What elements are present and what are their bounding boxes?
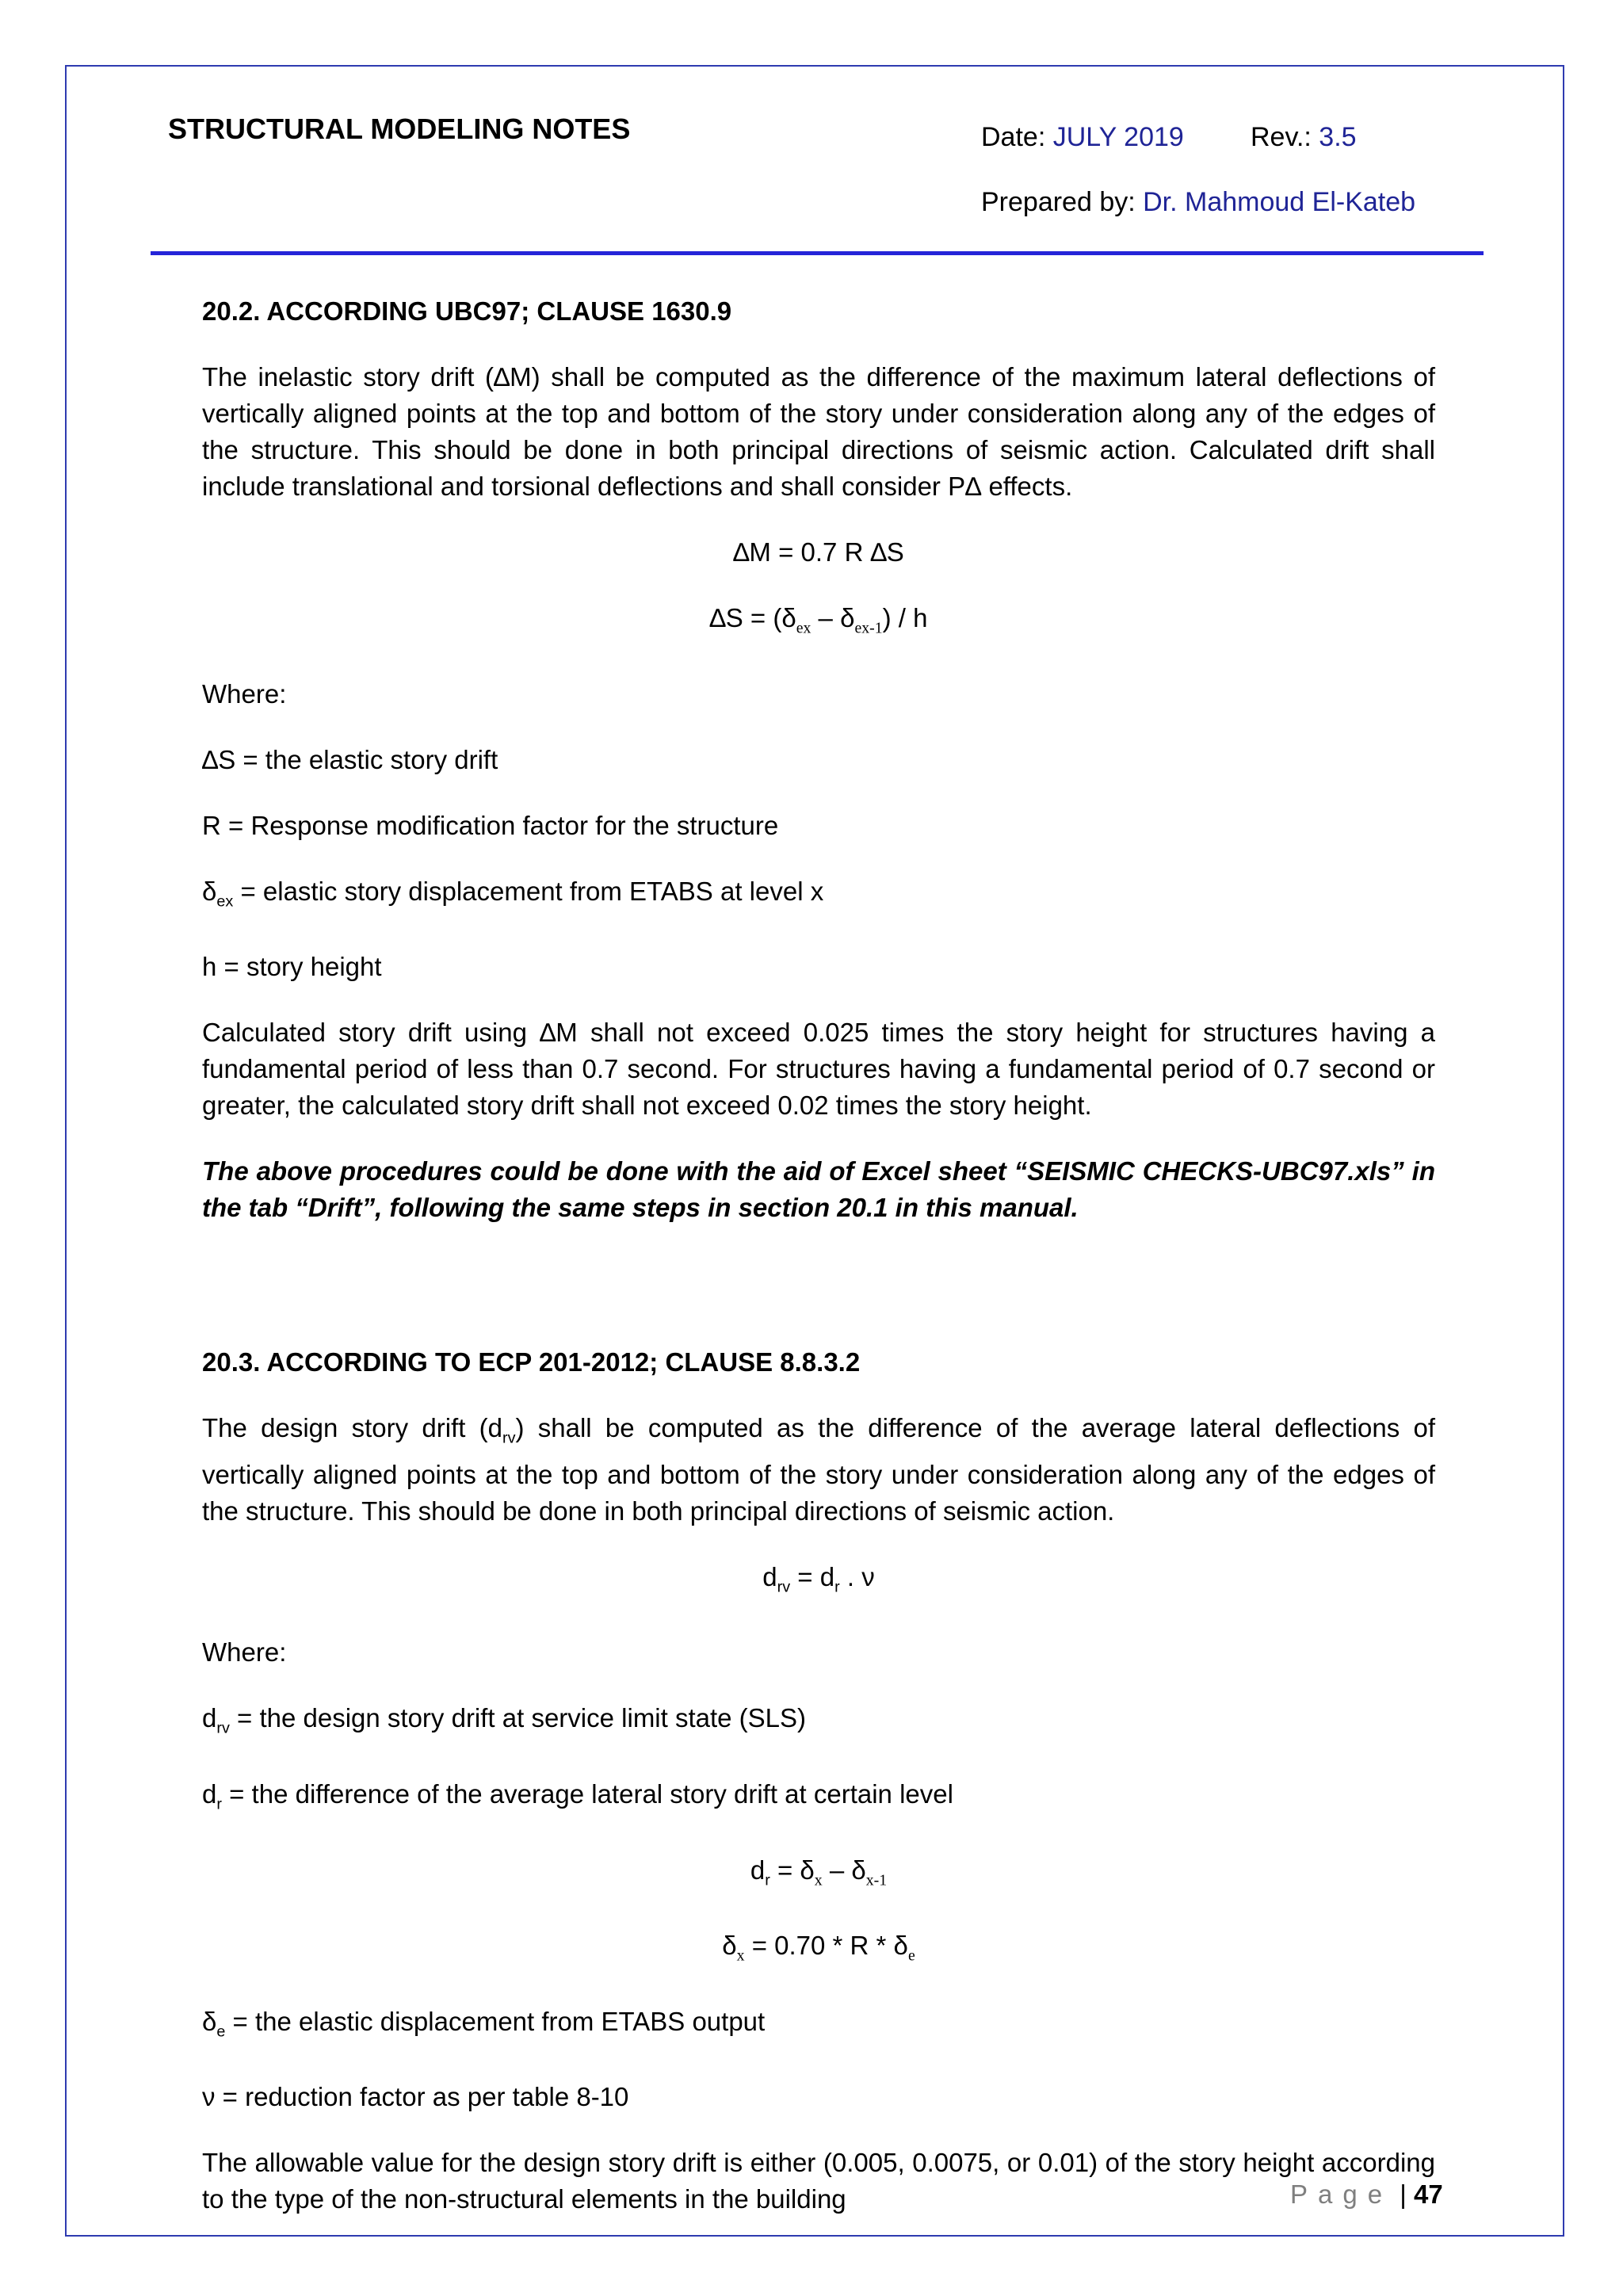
page-number: 47	[1414, 2179, 1443, 2209]
note-excel-sheet: The above procedures could be done with the aid of Excel sheet “SEISMIC CHECKS-UBC97.xls” in the tab “Drift”, following the same steps in section 20.1 in this manual.	[202, 1156, 1435, 1223]
prepared-value: Dr. Mahmoud El-Kateb	[1143, 187, 1416, 217]
definition-drv: $d_{rv}$ = the design story drift at service limit state (SLS)	[202, 1703, 807, 1737]
where-label-2: Where:	[202, 1637, 287, 1668]
equation-dr: $d_r = \delta_x - \delta_{x-1}$	[750, 1855, 888, 1889]
header-date	[981, 122, 1184, 153]
section-heading-20-3: 20.3. ACCORDING TO ECP 201-2012; CLAUSE 8.8.3.2	[202, 1347, 861, 1377]
paragraph-allowable-drift: The allowable value for the design story drift is either (0.005, 0.0075, or 0.01) of the story height according to the type of the non-structural elements in the building	[202, 2148, 1435, 2214]
definition-h: h = story height	[202, 952, 382, 982]
equation-delta-s: $\Delta S = (\delta_{ex} - \delta_{ex-1}) / h$	[709, 603, 928, 637]
definition-delta-ex: $\delta_{ex}$ = elastic story displacement from ETABS at level x	[202, 876, 824, 911]
definition-r: R = Response modification factor for the structure	[202, 810, 779, 840]
equation-drv: $d_{rv} = d_r$ . ν	[762, 1561, 875, 1596]
page-footer	[1290, 2179, 1443, 2210]
page-word: Page	[1290, 2179, 1393, 2209]
section-spacer	[202, 1255, 1435, 1344]
paragraph-drift-limits: Calculated story drift using ∆M shall not exceed 0.025 times the story height for structures having a fundamental period of less than 0.7 second. For structures having a fundamental period of 0.7 second or greater, the calculated story drift shall not exceed 0.02 times the story height.	[202, 1018, 1435, 1121]
header-prepared-by	[981, 187, 1415, 218]
where-label: Where:	[202, 678, 287, 709]
equation-delta-m: ∆M = 0.7 R ∆S	[733, 537, 904, 567]
definition-delta-s: ∆S = the elastic story drift	[202, 744, 498, 774]
header-divider	[151, 251, 1484, 255]
rev-value: 3.5	[1319, 122, 1357, 152]
section-heading-20-2: 20.2. ACCORDING UBC97; CLAUSE 1630.9	[202, 296, 732, 326]
date-value: JULY 2019	[1052, 122, 1184, 152]
definition-dr: $d_r$ = the difference of the average lateral story drift at certain level	[202, 1778, 953, 1813]
rev-label: Rev.:	[1251, 122, 1312, 152]
prepared-label: Prepared by:	[981, 187, 1136, 217]
equation-delta-x: $\delta_x = 0.70 * R * \delta_e$	[722, 1931, 915, 1965]
page-content	[202, 293, 1435, 2247]
paragraph-design-drift: The design story drift $(d_{rv})$ shall be computed as the difference of the average lateral deflections of vertically aligned points at the top and bottom of the story under consideration along any of the edges of the structure. This should be done in both principal directions of seismic action.	[202, 1413, 1435, 1526]
definition-nu: ν = reduction factor as per table 8-10	[202, 2082, 629, 2112]
date-label: Date:	[981, 122, 1046, 152]
header-revision	[1251, 122, 1357, 153]
definition-delta-e: $\delta_e$ = the elastic displacement from ETABS output	[202, 2006, 766, 2041]
paragraph-inelastic-drift: The inelastic story drift (∆M) shall be computed as the difference of the maximum lateral deflections of vertically aligned points at the top and bottom of the story under consideration along any of the edges of the structure. This should be done in both principal directions of seismic action. Calculated drift shall include translational and torsional deflections and shall consider P∆ effects.	[202, 362, 1435, 501]
document-title: STRUCTURAL MODELING NOTES	[168, 113, 631, 145]
page-separator: |	[1392, 2179, 1414, 2209]
